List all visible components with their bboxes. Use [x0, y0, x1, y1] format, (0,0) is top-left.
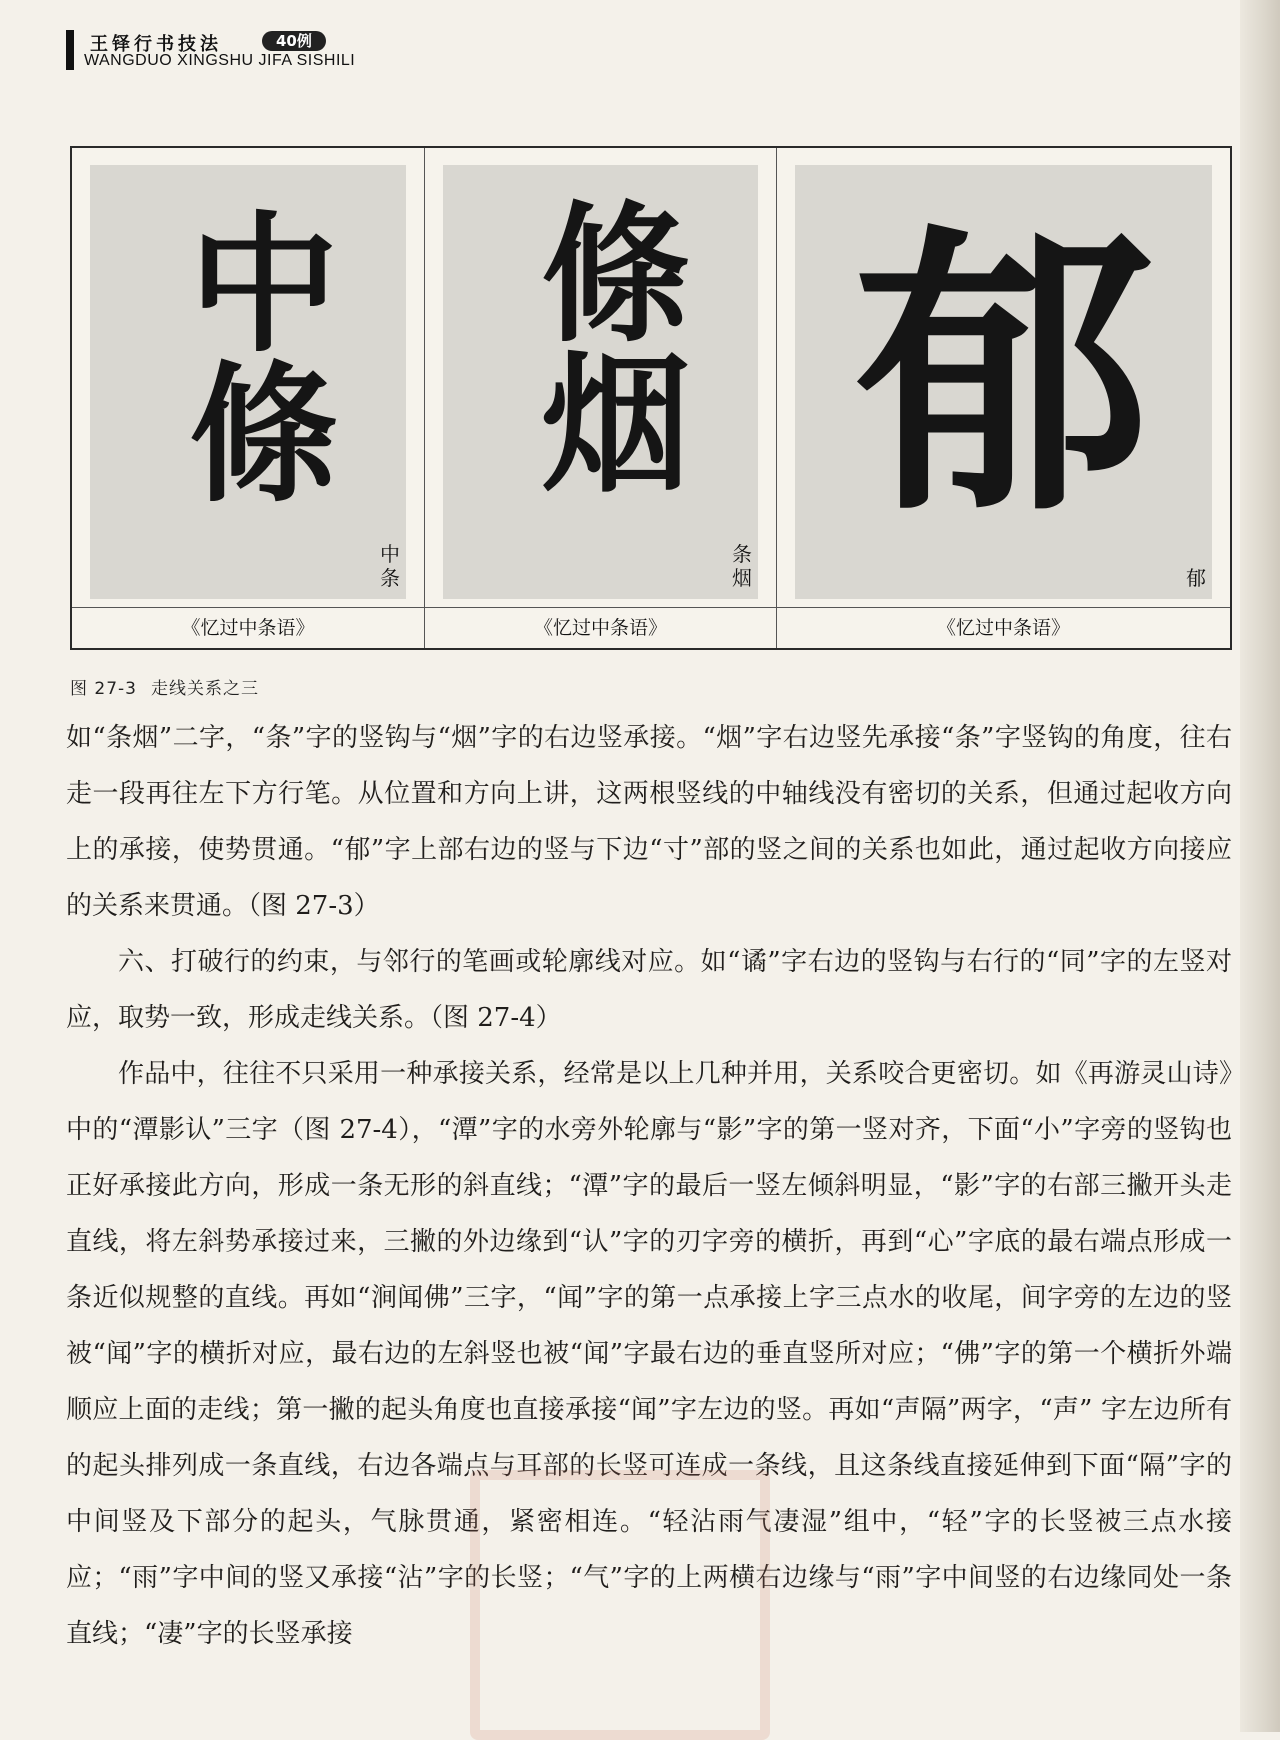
book-title-en: WANGDUO XINGSHU JIFA SISHILI — [84, 52, 356, 69]
calligraphy-figure — [70, 146, 1232, 650]
figure-panel-1 — [72, 148, 424, 648]
panel-label: 条烟 — [732, 542, 752, 590]
calligraphy-glyphs: 條烟 — [515, 195, 691, 495]
figure-panel-2 — [424, 148, 776, 648]
page-edge-shadow — [1240, 0, 1280, 1732]
calligraphy-image — [795, 165, 1212, 599]
calligraphy-glyphs: 中條 — [163, 205, 339, 505]
calligraphy-image — [443, 165, 758, 599]
paragraph: 作品中，往往不只采用一种承接关系，经常是以上几种并用，关系咬合更密切。如《再游灵山诗》中的“潭影认”三字（图 27-4），“潭”字的水旁外轮廓与“影”字的第一竖对齐，下面“小”字旁的竖钩也正好承接此方向，形成一条无形的斜直线；“潭”字的最后一竖左倾斜明显，“影”字的右部三撇开头走直线，将左斜势承接过来，三撇的外边缘到“认”字的刃字旁的横折，再到“心”字底的最右端点形成一条近似规整的直线。再如“涧闻佛”三字，“闻”字的第一点承接上字三点水的收尾，间字旁的左边的竖被“闻”字的横折对应，最右边的左斜竖也被“闻”字最右边的垂直竖所对应；“佛”字的第一个横折外端顺应上面的走线；第一撇的起头角度也直接承接“闻”字左边的竖。再如“声隔”两字，“声” 字左边所有的起头排列成一条直线，右边各端点与耳部的长竖可连成一条线，且这条线直接延伸到下面“隔”字的中间竖及下部分的起头，气脉贯通，紧密相连。“轻沾雨气凄湿”组中，“轻”字的长竖被三点水接应；“雨”字中间的竖又承接“沾”字的长竖；“气”字的上两横右边缘与“雨”字中间竖的右边缘同处一条直线；“凄”字的长竖承接 — [66, 1059, 1232, 1649]
panel-caption: 《忆过中条语》 — [425, 607, 776, 648]
figure-caption — [70, 674, 273, 699]
book-title-badge: 40例 — [262, 31, 326, 51]
calligraphy-image — [90, 165, 406, 599]
figure-number: 图 27-3 — [70, 679, 137, 699]
paragraph: 六、打破行的约束，与邻行的笔画或轮廓线对应。如“谲”字右边的竖钩与右行的“同”字的左竖对应，取势一致，形成走线关系。（图 27-4） — [66, 947, 1232, 1033]
seal-watermark — [470, 1470, 770, 1740]
panel-label: 郁 — [1186, 566, 1206, 590]
figure-panel-3 — [776, 148, 1230, 648]
panel-caption: 《忆过中条语》 — [72, 607, 424, 648]
header-bar — [66, 30, 74, 70]
panel-caption: 《忆过中条语》 — [777, 607, 1230, 648]
figure-title: 走线关系之三 — [151, 679, 259, 699]
calligraphy-glyphs: 郁 — [853, 198, 1154, 551]
book-title-cn: 王铎行书技法 — [90, 34, 222, 55]
paragraph: 如“条烟”二字，“条”字的竖钩与“烟”字的右边竖承接。“烟”字右边竖先承接“条”字竖钩的角度，往右走一段再往左下方行笔。从位置和方向上讲，这两根竖线的中轴线没有密切的关系，但通过起收方向上的承接，使势贯通。“郁”字上部右边的竖与下边“寸”部的竖之间的关系也如此，通过起收方向接应的关系来贯通。（图 27-3） — [66, 723, 1232, 921]
panel-label: 中条 — [380, 542, 400, 590]
